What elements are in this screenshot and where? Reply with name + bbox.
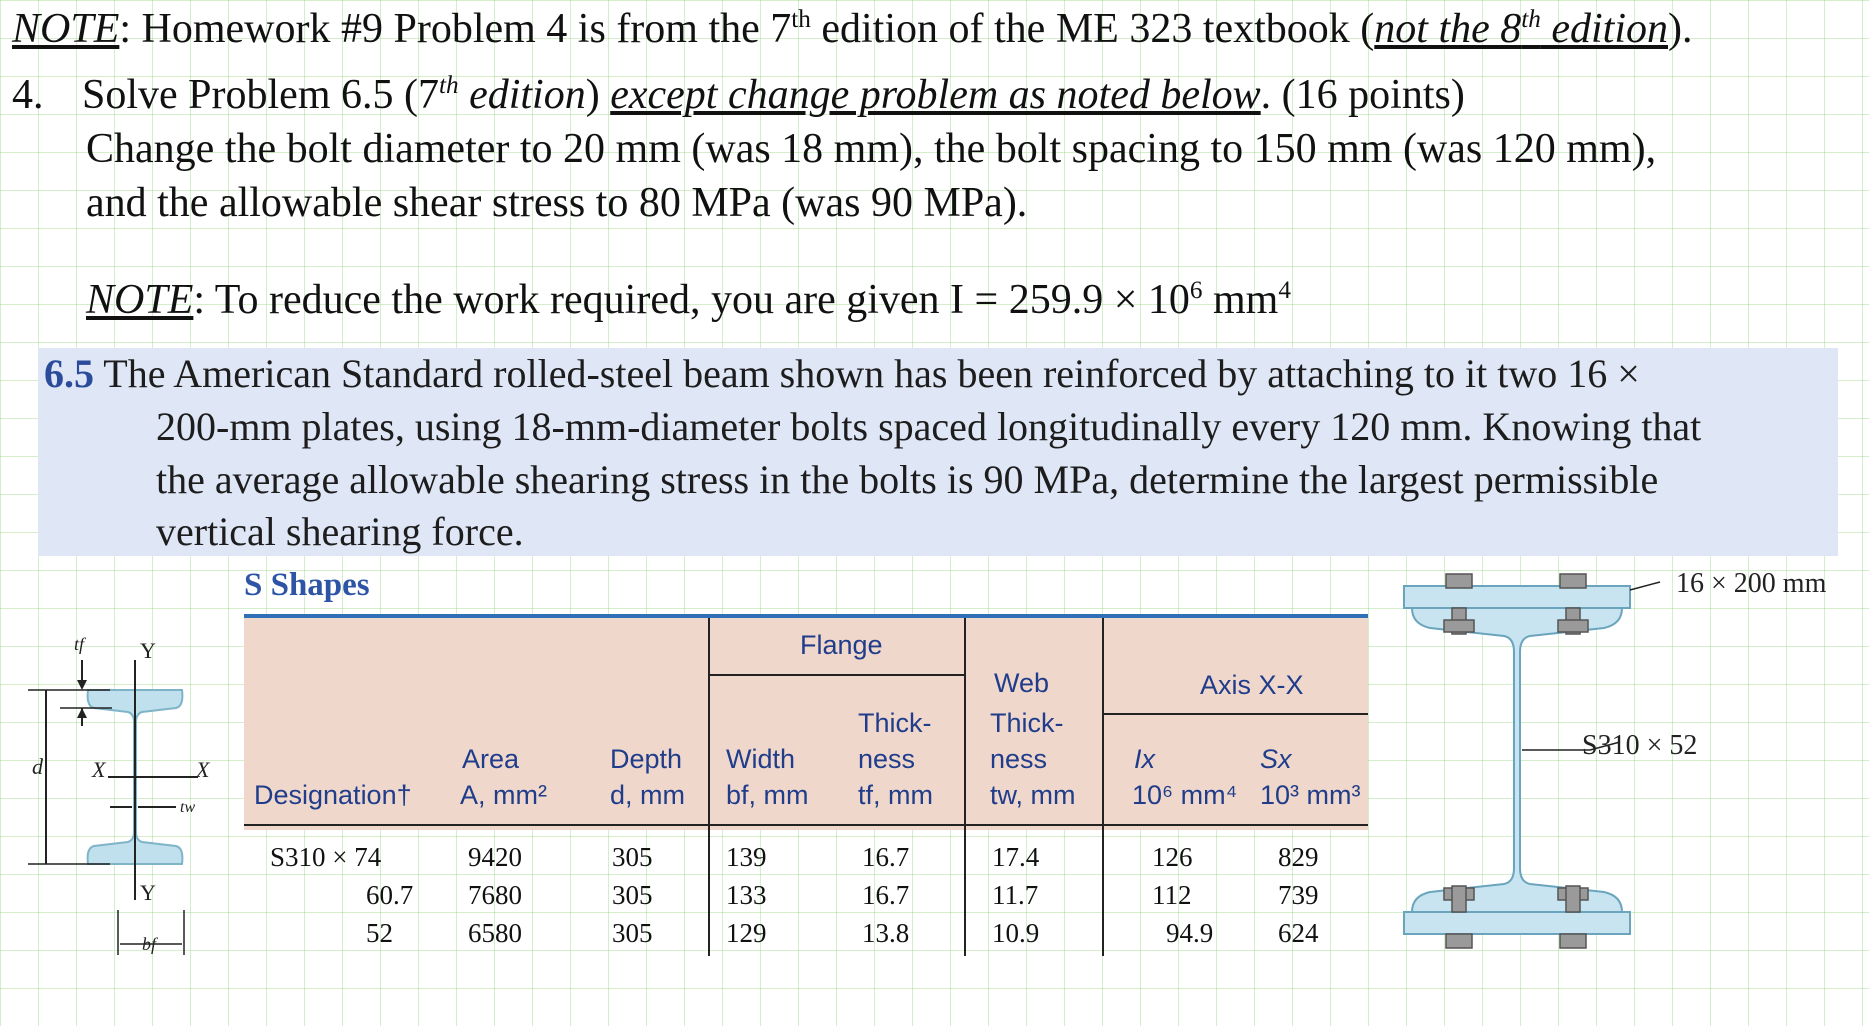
problem-6-5-line2: 200-mm plates, using 18-mm-diameter bolts spaced longitudinally every 120 mm. Knowing that xyxy=(156,404,1702,449)
given-inertia-note: NOTE: To reduce the work required, you are given $I = 259.9 \times 10^6$ $mm^4$ xyxy=(86,277,1291,323)
problem-6-5-line1: 6.5 The American Standard rolled-steel beam shown has been reinforced by attaching to it two 16 × xyxy=(44,351,1640,396)
header-axis: Axis X-X xyxy=(1200,670,1304,700)
beam-label: S310 × 52 xyxy=(1582,730,1698,761)
s-shape-dimension-diagram xyxy=(0,610,240,970)
problem-4-line3: and the allowable shear stress to 80 MPa (was 90 MPa). xyxy=(86,180,1028,226)
tw-label: tw xyxy=(180,799,196,816)
bottom-plate xyxy=(1404,912,1630,934)
x-left-label: X xyxy=(92,757,106,782)
header-flange: Flange xyxy=(800,630,883,660)
problem-4-line1: 4. Solve Problem 6.5 (7th edition) except change problem as noted below. (16 points) xyxy=(12,72,1465,118)
reinforced-beam-diagram xyxy=(1390,560,1869,980)
y-top-label: Y xyxy=(140,638,156,663)
plate-label: 16 × 200 mm xyxy=(1676,568,1827,599)
table-title: S Shapes xyxy=(244,567,370,603)
problem-6-5-line4: vertical shearing force. xyxy=(156,509,524,554)
y-bottom-label: Y xyxy=(140,880,156,905)
header-designation: Designation† xyxy=(254,780,412,810)
x-right-label: X xyxy=(196,757,210,782)
header-web: Web xyxy=(994,668,1050,698)
homework-note: NOTE: Homework #9 Problem 4 is from the 7th edition of the ME 323 textbook (not the 8th edition). xyxy=(12,6,1693,52)
problem-4-line2: Change the bolt diameter to 20 mm (was 18 mm), the bolt spacing to 150 mm (was 120 mm), xyxy=(86,126,1657,172)
tf-label: tf xyxy=(74,634,85,654)
problem-number: 6.5 xyxy=(44,351,94,396)
note-label: NOTE xyxy=(12,6,120,52)
d-label: d xyxy=(32,754,43,779)
top-plate xyxy=(1404,586,1630,608)
bf-label: bf xyxy=(142,934,157,954)
change-note: except change problem as noted below xyxy=(610,72,1261,118)
problem-6-5-line3: the average allowable shearing stress in the bolts is 90 MPa, determine the largest permissible xyxy=(156,457,1659,502)
